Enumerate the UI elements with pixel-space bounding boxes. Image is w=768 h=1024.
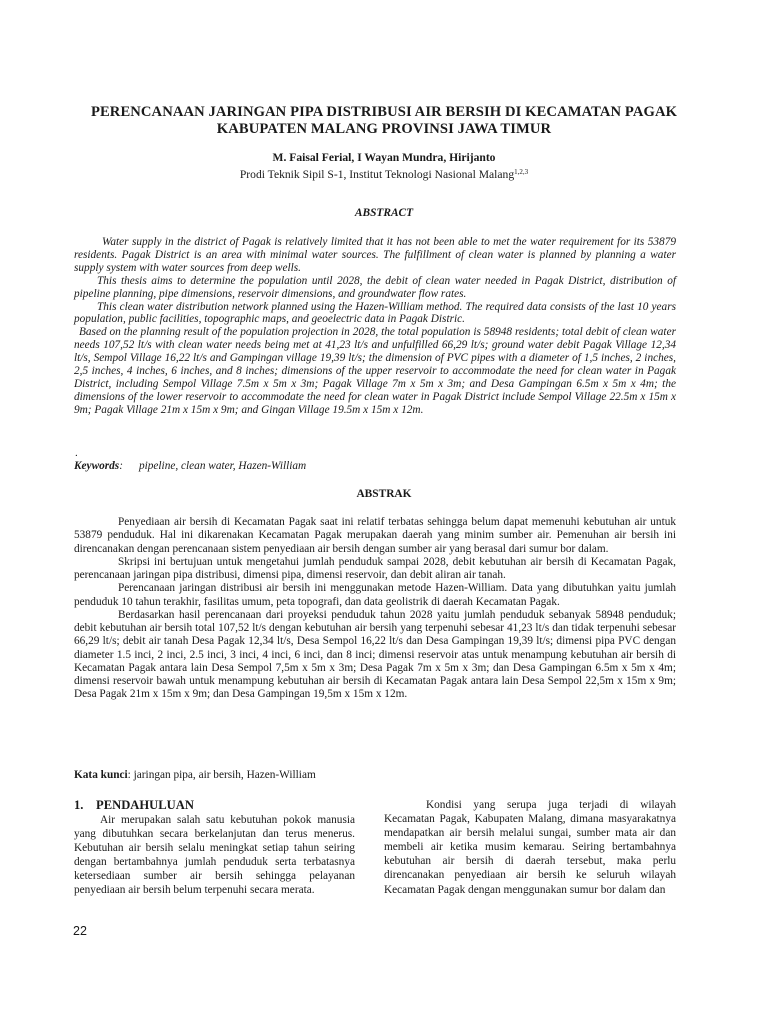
intro-paragraph-continued: Kondisi yang serupa juga terjadi di wilayah Kecamatan Pagak, Kabupaten Malang, dimana masyarakatnya mendapatkan air bersih melalui sungai, sumber mata air dan membeli air ketika musim kemarau. Seiring bertambahnya kebutuhan air bersih di daerah tersebut, maka perlu direncanakan penyediaan air bersih ke seluruh wilayah Kecamatan Pagak dengan menggunakan sumur bor dalam dan (384, 799, 676, 896)
abstract-trailing-dot: . (75, 447, 78, 459)
section-heading (74, 798, 355, 813)
left-column (74, 798, 355, 898)
paper-title: PERENCANAAN JARINGAN PIPA DISTRIBUSI AIR BERSIH DI KECAMATAN PAGAK KABUPATEN MALANG PROVINSI JAWA TIMUR (90, 104, 678, 137)
abstract-heading: ABSTRACT (354, 207, 414, 219)
intro-paragraph: Air merupakan salah satu kebutuhan pokok manusia yang dibutuhkan secara berkelanjutan dan terus menerus. Kebutuhan air bersih selalu meningkat setiap tahun seiring dengan bertambahnya jumlah penduduk serta terbatasnya ketersediaan sumber air bersih sehingga pelayanan penyediaan air bersih belum terpenuhi secara merata. (74, 814, 355, 897)
right-column (384, 798, 676, 897)
section-title: PENDAHULUAN (96, 798, 194, 812)
affiliation-superscript: 1,2,3 (514, 168, 529, 176)
paper-affiliation (60, 165, 708, 182)
keywords-label: Keywords (74, 460, 120, 472)
paper-authors: M. Faisal Ferial, I Wayan Mundra, Hirijanto (272, 151, 496, 164)
abstract-body (74, 236, 676, 417)
abstract-paragraph: This thesis aims to determine the population until 2028, the debit of clean water needed in Pagak District, distribution of pipeline planning, pipe dimensions, reservoir dimensions, and groundwater flow rates. (74, 274, 676, 300)
abstract-paragraph: Based on the planning result of the population projection in 2028, the total population is 58948 residents; total debit of clean water needs 107,52 lt/s with clean water needs being met at 41,23 lt/s and unfulfilled 66,29 lt/s; ground water debit Pagak Village 12,34 lt/s, Sempol Village 16,22 lt/s and Gampingan village 19,39 lt/s; the dimension of PVC pipes with a diameter of 1,5 inches, 2 inches, 2,5 inches, 4 inches, 6 inches, and 8 inches; dimensions of the upper reservoir to accommodate the need for clean water in Pagak District, including Sempol Village 7.5m x 5m x 3m; Pagak Village 7m x 5m x 3m; and Desa Gampingan 6.5m x 5m x 4m; the dimensions of the lower reservoir to accommodate the need for clean water in Pagak District include Sempol Village 22.5m x 15m x 9m; Pagak Village 21m x 15m x 9m; and Gingan Village 19.5m x 15m x 12m. (74, 326, 676, 416)
keywords-value: pipeline, clean water, Hazen-William (138, 460, 307, 472)
abstrak-heading: ABSTRAK (356, 488, 412, 500)
abstrak-paragraph: Berdasarkan hasil perencanaan dari proyeksi penduduk tahun 2028 yaitu jumlah penduduk sebanyak 58948 penduduk; debit kebutuhan air bersih total 107,52 lt/s dengan kebutuhan air bersih yang terpenuhi sebesar 41,23 lt/s dan tidak terpenuhi sebesar 66,29 lt/s; debit air tanah Desa Pagak 12,34 lt/s, Desa Sempol 16,22 lt/s dan Desa Gampingan 19,39 lt/s; dimensi pipa PVC dengan diameter 1.5 inci, 2 inci, 2.5 inci, 3 inci, 4 inci, 6 inci, dan 8 inci; dimensi reservoir atas untuk menampung kebutuhan air bersih di Kecamatan Pagak antara lain Desa Sempol 7,5m x 5m x 3m; Desa Pagak 7m x 5m x 3m; dan Desa Gampingan 6.5m x 5m x 4m; dimensi reservoir bawah untuk menampung kebutuhan air bersih di Kecamatan Pagak antara lain Desa Sempol 22,5m x 15m x 9m; Desa Pagak 21m x 15m x 9m; dan Desa Gampingan 19,5m x 15m x 12m. (74, 608, 676, 701)
keywords-colon: : (119, 460, 123, 472)
keywords-line (74, 460, 306, 472)
abstract-paragraph: Water supply in the district of Pagak is relatively limited that it has not been able to met the water requirement for its 53879 residents. Pagak District is an area with minimal water sources. The fulfillment of clean water is planned by planning a water supply system with water sources from deep wells. (74, 236, 676, 274)
abstrak-paragraph: Perencanaan jaringan distribusi air bersih ini menggunakan metode Hazen-William. Data yang dibutuhkan yaitu jumlah penduduk 10 tahun terakhir, fasilitas umum, peta topografi, dan data geolistrik di daerah Kecamatan Pagak. (74, 582, 676, 608)
abstrak-body (74, 516, 676, 702)
page-number: 22 (73, 924, 87, 938)
abstrak-paragraph: Skripsi ini bertujuan untuk mengetahui jumlah penduduk sampai 2028, debit kebutuhan air bersih di Kecamatan Pagak, perencanaan jaringan pipa distribusi, dimensi pipa, dimensi reservoir, dan debit aliran air tanah. (74, 555, 676, 581)
kata-kunci-value: : jaringan pipa, air bersih, Hazen-William (127, 769, 316, 781)
abstract-paragraph: This clean water distribution network planned using the Hazen-William method. The required data consists of the last 10 years population, public facilities, topographic maps, and geoelectric data in Pagak Distric. (74, 300, 676, 326)
kata-kunci-line (74, 769, 316, 781)
kata-kunci-label: Kata kunci (74, 769, 128, 781)
section-number: 1. (74, 798, 84, 812)
affiliation-text: Prodi Teknik Sipil S-1, Institut Teknologi Nasional Malang (239, 168, 515, 181)
abstrak-paragraph: Penyediaan air bersih di Kecamatan Pagak saat ini relatif terbatas sehingga belum dapat memenuhi kebutuhan air untuk 53879 penduduk. Hal ini dikarenakan Kecamatan Pagak merupakan daerah yang minim sumber air. Pemenuhan air bersih ini direncanakan dengan perencanaan sistem penyediaan air bersih dengan sumber air yang berasal dari sumur bor dalam. (74, 516, 676, 555)
